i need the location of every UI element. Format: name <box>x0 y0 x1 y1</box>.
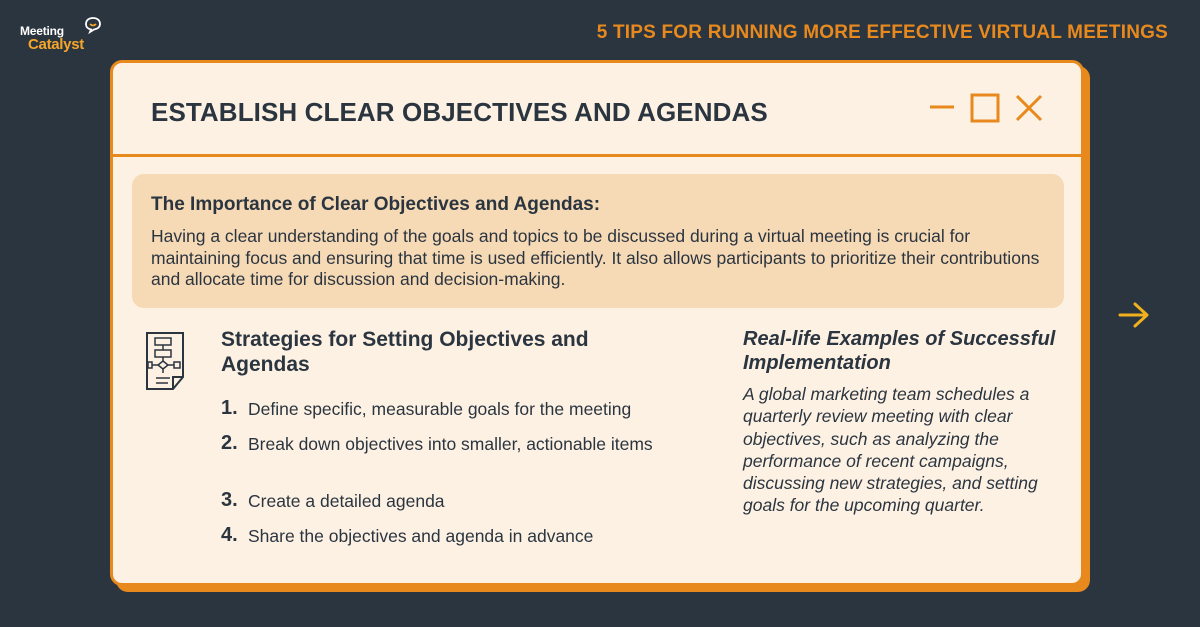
importance-body: Having a clear understanding of the goals and topics to be discussed during a virtual meeting is crucial for maintaining focus and ensuring that time is used efficiently. It also allows participants to prioritize their contributions and allocate time for discussion and decision-making. <box>151 226 1040 289</box>
strategy-text: Define specific, measurable goals for the meeting <box>248 399 632 419</box>
content-window <box>110 60 1084 586</box>
importance-panel <box>132 174 1064 308</box>
window-title: ESTABLISH CLEAR OBJECTIVES AND AGENDAS <box>151 97 768 127</box>
brand-logo <box>18 14 108 54</box>
flowchart-document-icon <box>144 331 186 391</box>
examples-body: A global marketing team schedules a quarterly review meeting with clear objectives, such as analyzing the performance of recent campaigns, discussing new strategies, and setting goals for the upcoming quarter. <box>743 384 1038 516</box>
strategy-number: 1. <box>221 397 238 419</box>
importance-heading: The Importance of Clear Objectives and Agendas: <box>151 194 601 215</box>
strategy-number: 2. <box>221 432 238 454</box>
strategy-number: 4. <box>221 524 238 546</box>
strategy-text: Create a detailed agenda <box>248 491 445 511</box>
window-titlebar <box>113 63 1081 157</box>
strategy-number: 3. <box>221 489 238 511</box>
minimize-icon[interactable] <box>928 93 956 121</box>
examples-heading: Real-life Examples of Successful Implementation <box>743 328 1056 374</box>
close-icon[interactable] <box>1014 93 1044 123</box>
strategy-text: Break down objectives into smaller, actionable items <box>248 434 653 454</box>
maximize-icon[interactable] <box>970 93 1000 123</box>
chat-bubble-icon <box>84 16 102 34</box>
arrow-right-icon[interactable] <box>1117 300 1151 330</box>
brand-name-line2: Catalyst <box>28 36 84 53</box>
brand-name-line1: Meeting <box>20 24 64 38</box>
strategies-heading: Strategies for Setting Objectives and Agendas <box>221 328 589 376</box>
strategy-text: Share the objectives and agenda in advance <box>248 526 594 546</box>
page-header-title: 5 TIPS FOR RUNNING MORE EFFECTIVE VIRTUAL MEETINGS <box>596 22 1168 43</box>
